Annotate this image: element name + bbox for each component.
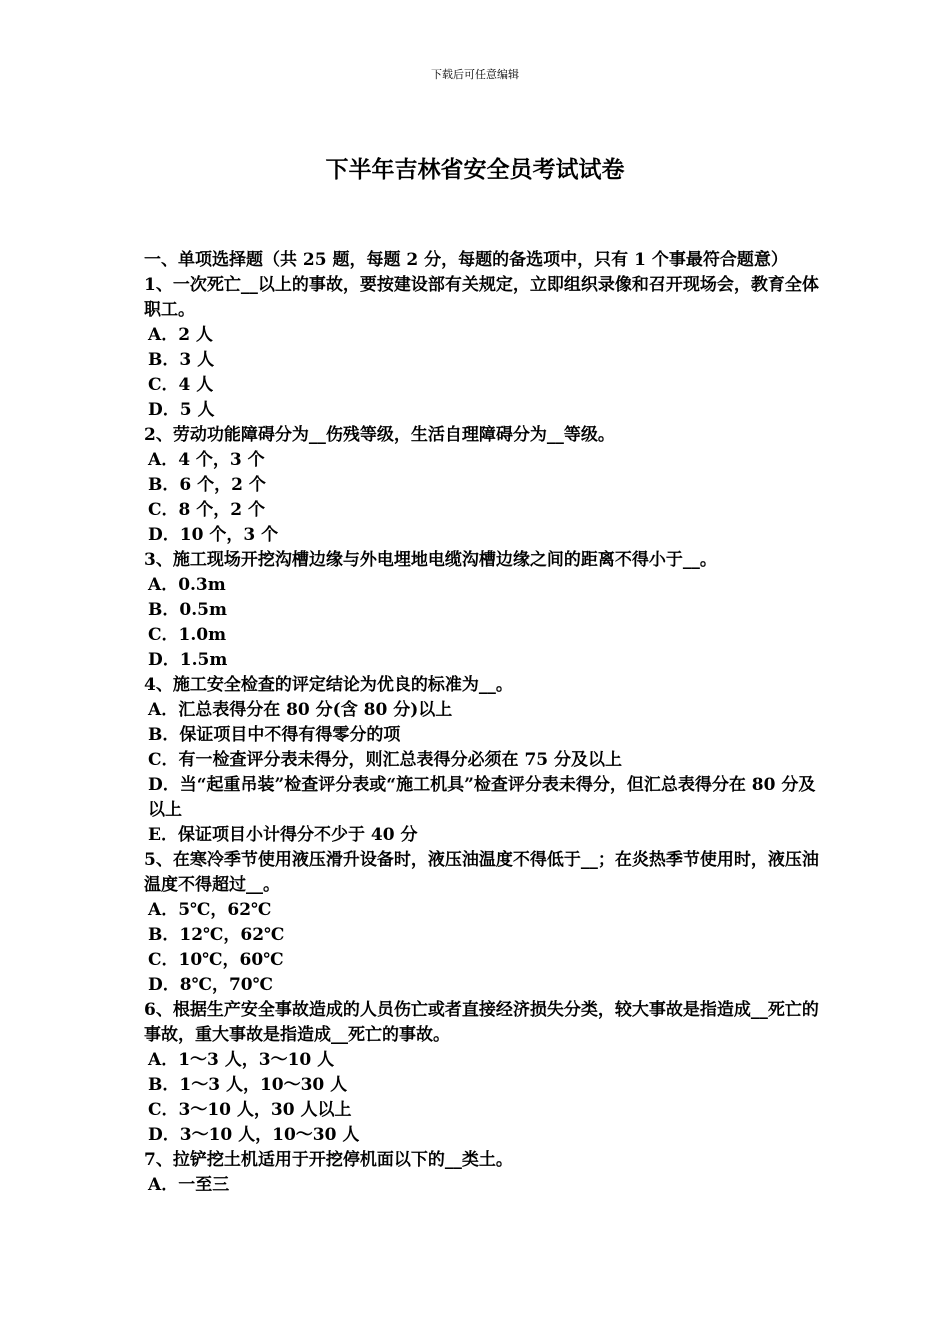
question-stem: 4、施工安全检查的评定结论为优良的标准为__。	[144, 675, 513, 695]
question-4	[144, 673, 820, 848]
question-stem: 2、劳动功能障碍分为__伤残等级，生活自理障碍分为__等级。	[144, 425, 615, 445]
option-a: A．汇总表得分在 80 分(含 80 分)以上	[148, 700, 453, 720]
option-d: D．3～10 人，10～30 人	[148, 1125, 360, 1145]
option-d: D．当“起重吊装”检查评分表或“施工机具”检查评分表未得分，但汇总表得分在 80 分及以上	[148, 775, 816, 820]
exam-content	[144, 248, 820, 1198]
option-b: B．3 人	[148, 350, 215, 370]
option-d: D．5 人	[148, 400, 215, 420]
question-2	[144, 423, 820, 548]
option-a: A．4 个，3 个	[148, 450, 265, 470]
option-b: B．1～3 人，10～30 人	[148, 1075, 348, 1095]
document-title: 下半年吉林省安全员考试试卷	[325, 156, 625, 183]
option-c: C．4 人	[148, 375, 214, 395]
question-stem: 3、施工现场开挖沟槽边缘与外电埋地电缆沟槽边缘之间的距离不得小于__。	[144, 550, 717, 570]
option-c: C．3～10 人，30 人以上	[148, 1100, 352, 1120]
question-stem: 6、根据生产安全事故造成的人员伤亡或者直接经济损失分类，较大事故是指造成__死亡的事故，重大事故是指造成__死亡的事故。	[144, 1000, 819, 1045]
section-heading: 一、单项选择题（共 25 题，每题 2 分，每题的备选项中，只有 1 个事最符合题意）	[144, 250, 788, 270]
question-7	[144, 1148, 820, 1198]
option-e: E．保证项目小计得分不少于 40 分	[148, 825, 418, 845]
option-b: B．6 个，2 个	[148, 475, 266, 495]
option-d: D．8℃，70℃	[148, 975, 273, 995]
option-b: B．0.5m	[148, 600, 227, 620]
option-a: A．0.3m	[148, 575, 226, 595]
option-a: A．5℃，62℃	[148, 900, 272, 920]
question-5	[144, 848, 820, 998]
option-a: A．一至三	[148, 1175, 230, 1195]
question-6	[144, 998, 820, 1148]
page-header-note: 下载后可任意编辑	[431, 68, 519, 81]
question-3	[144, 548, 820, 673]
option-b: B．12℃，62℃	[148, 925, 285, 945]
option-a: A．2 人	[148, 325, 213, 345]
option-c: C．有一检查评分表未得分，则汇总表得分必须在 75 分及以上	[148, 750, 623, 770]
option-d: D．10 个，3 个	[148, 525, 279, 545]
option-a: A．1～3 人，3～10 人	[148, 1050, 335, 1070]
option-b: B．保证项目中不得有得零分的项	[148, 725, 401, 745]
question-1	[144, 273, 820, 423]
question-stem: 5、在寒冷季节使用液压滑升设备时，液压油温度不得低于__；在炎热季节使用时，液压油温度不得超过__。	[144, 850, 819, 895]
option-c: C．1.0m	[148, 625, 227, 645]
question-stem: 1、一次死亡__以上的事故，要按建设部有关规定，立即组织录像和召开现场会，教育全体职工。	[144, 275, 819, 320]
option-c: C．8 个，2 个	[148, 500, 266, 520]
question-stem: 7、拉铲挖土机适用于开挖停机面以下的__类土。	[144, 1150, 513, 1170]
option-c: C．10℃，60℃	[148, 950, 284, 970]
option-d: D．1.5m	[148, 650, 228, 670]
